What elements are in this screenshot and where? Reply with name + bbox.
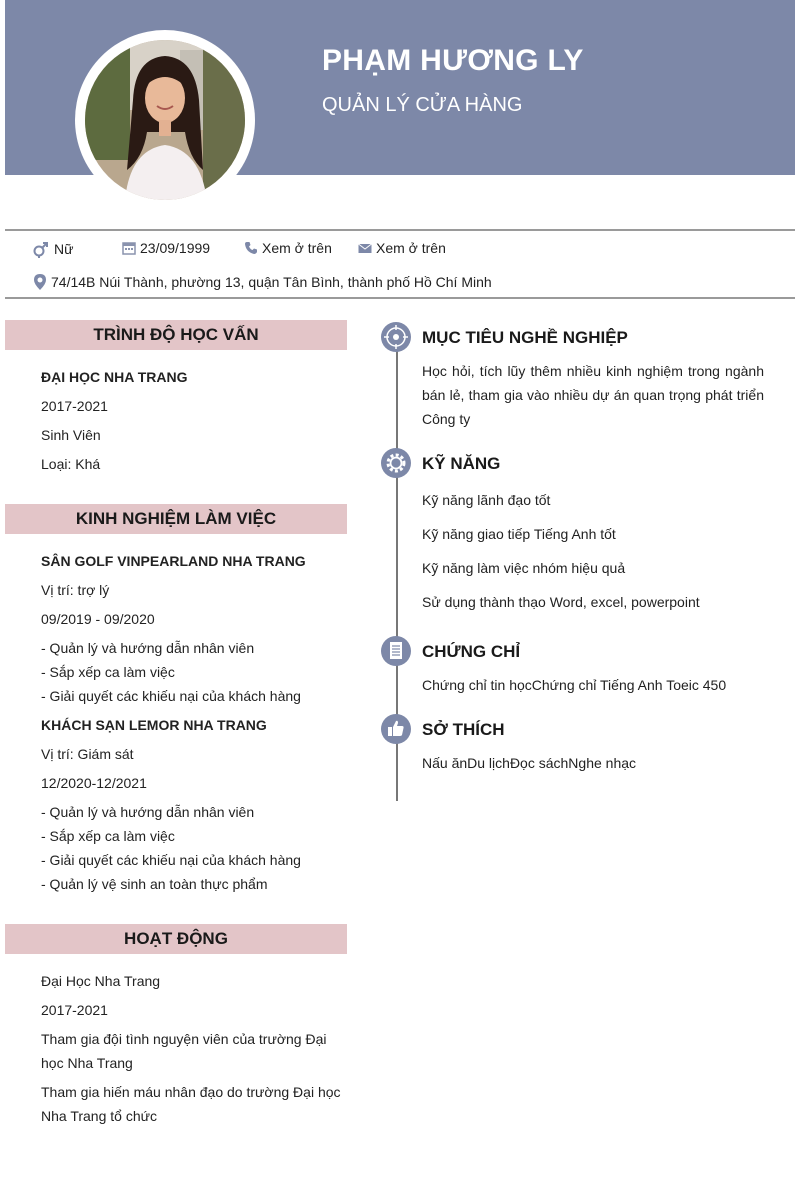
- activity-item: học Nha Trang: [41, 1055, 133, 1071]
- job-duty: - Sắp xếp ca làm việc: [41, 664, 175, 680]
- job-duty: - Giải quyết các khiếu nại của khách hàng: [41, 852, 301, 868]
- thumbs-up-icon: [381, 714, 411, 744]
- education-heading: TRÌNH ĐỘ HỌC VẤN: [5, 320, 347, 350]
- info-divider-top: [5, 229, 795, 231]
- avatar: [85, 40, 245, 200]
- activities-heading: HOẠT ĐỘNG: [5, 924, 347, 954]
- calendar-icon: [122, 241, 136, 255]
- job-duty: - Quản lý và hướng dẫn nhân viên: [41, 804, 255, 820]
- experience-heading: KINH NGHIỆM LÀM VIỆC: [5, 504, 347, 534]
- objective-heading: MỤC TIÊU NGHỀ NGHIỆP: [422, 328, 628, 347]
- objective-text: Học hỏi, tích lũy thêm nhiều kinh nghiệm trong ngành bán lẻ, tham gia vào nhiều dự án quan trọng phát triển Công ty: [422, 363, 764, 427]
- gender-value: Nữ: [54, 241, 74, 257]
- job-company: KHÁCH SẠN LEMOR NHA TRANG: [41, 717, 267, 733]
- job-company: SÂN GOLF VINPEARLAND NHA TRANG: [41, 553, 306, 569]
- gender-info: [32, 240, 73, 258]
- candidate-job-title: QUẢN LÝ CỬA HÀNG: [322, 94, 523, 116]
- job-duty: - Quản lý vệ sinh an toàn thực phẩm: [41, 876, 268, 892]
- skill-item: Kỹ năng làm việc nhóm hiệu quả: [422, 560, 626, 576]
- envelope-icon: [358, 242, 372, 254]
- job-position: Vị trí: trợ lý: [41, 582, 110, 598]
- gear-icon: [381, 448, 411, 478]
- education-grade: Loại: Khá: [41, 456, 101, 472]
- address-value: 74/14B Núi Thành, phường 13, quận Tân Bình, thành phố Hồ Chí Minh: [51, 274, 492, 290]
- skill-item: Kỹ năng lãnh đạo tốt: [422, 492, 551, 508]
- hobbies-heading: SỞ THÍCH: [422, 720, 505, 739]
- job-duty: - Sắp xếp ca làm việc: [41, 828, 175, 844]
- email-value: Xem ở trên: [376, 240, 446, 256]
- phone-value: Xem ở trên: [262, 240, 332, 256]
- skills-heading: KỸ NĂNG: [422, 454, 501, 473]
- certificates-heading: CHỨNG CHỈ: [422, 642, 521, 661]
- birthday-info: [122, 240, 210, 256]
- birthday-value: 23/09/1999: [140, 240, 211, 256]
- job-period: 09/2019 - 09/2020: [41, 611, 155, 627]
- hobbies-text: Nấu ănDu lịchĐọc sáchNghe nhạc: [422, 755, 637, 771]
- email-info: [358, 240, 446, 256]
- target-icon: [381, 322, 411, 352]
- candidate-name: PHẠM HƯƠNG LY: [322, 44, 584, 77]
- activity-item: Tham gia hiến máu nhân đạo do trường Đại học: [41, 1084, 341, 1100]
- activity-period: 2017-2021: [41, 1002, 108, 1018]
- location-pin-icon: [33, 273, 47, 291]
- job-period: 12/2020-12/2021: [41, 775, 147, 791]
- job-duty: - Quản lý và hướng dẫn nhân viên: [41, 640, 255, 656]
- skill-item: Sử dụng thành thạo Word, excel, powerpoint: [422, 594, 700, 610]
- gender-icon: [32, 240, 50, 258]
- document-icon: [381, 636, 411, 666]
- skill-item: Kỹ năng giao tiếp Tiếng Anh tốt: [422, 526, 616, 542]
- address-info: [33, 273, 492, 291]
- phone-icon: [244, 241, 258, 255]
- job-duty: - Giải quyết các khiếu nại của khách hàng: [41, 688, 301, 704]
- job-position: Vị trí: Giám sát: [41, 746, 134, 762]
- phone-info: [244, 240, 332, 256]
- activity-org: Đại Học Nha Trang: [41, 973, 161, 989]
- activity-item: Tham gia đội tình nguyện viên của trường Đại: [41, 1031, 327, 1047]
- education-period: 2017-2021: [41, 398, 108, 414]
- info-divider-bottom: [5, 297, 795, 299]
- certificates-text: Chứng chỉ tin họcChứng chỉ Tiếng Anh Toeic 450: [422, 677, 727, 693]
- education-school: ĐẠI HỌC NHA TRANG: [41, 369, 188, 385]
- education-role: Sinh Viên: [41, 427, 101, 443]
- activity-item: Nha Trang tổ chức: [41, 1108, 157, 1124]
